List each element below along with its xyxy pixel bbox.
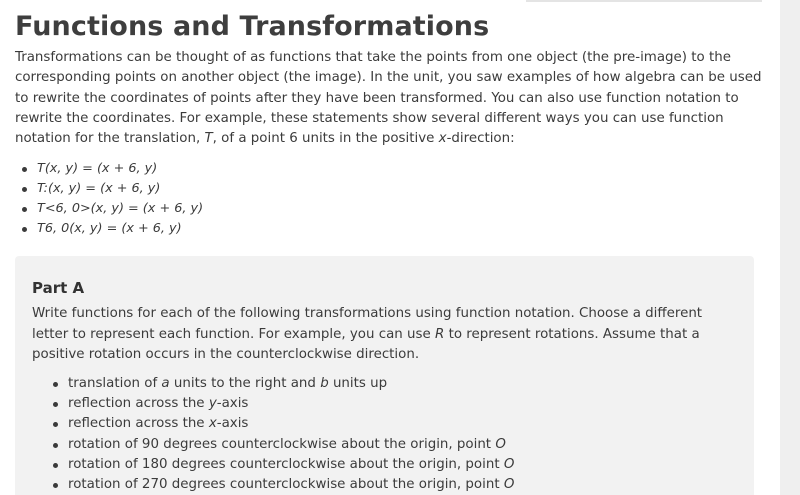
notation-item: T(x, y) = (x + 6, y) — [37, 159, 765, 179]
task-var: O — [503, 477, 515, 493]
task-text: translation of — [68, 376, 162, 391]
task-var: b — [320, 376, 329, 391]
part-a-var-r: R — [435, 326, 445, 342]
task-item-reflection-x — [68, 414, 514, 434]
intro-var-x: x — [438, 131, 447, 147]
intro-var-t: T — [204, 131, 213, 147]
part-a-text-1: Write functions for each of the following transformations using function notation. Choose a different letter to represent each function. For example, you can use — [32, 306, 703, 342]
task-text: rotation of 180 degrees counterclockwise about the origin, point — [68, 456, 504, 472]
task-text: units up — [328, 376, 388, 391]
page-title: Functions and Transformations — [15, 11, 490, 42]
task-item-rotation-90 — [68, 435, 514, 455]
task-text: -axis — [216, 416, 249, 432]
part-a-panel — [15, 256, 754, 495]
task-text: reflection across the — [68, 416, 209, 432]
task-item-rotation-270 — [68, 475, 514, 495]
notation-item: T<6, 0>(x, y) = (x + 6, y) — [37, 199, 765, 219]
task-text: -axis — [216, 396, 249, 412]
part-a-text-2: to represent rotations. Assume that a positive rotation occurs in the counterclockwise direction. — [32, 326, 700, 362]
task-item-reflection-y — [68, 394, 514, 414]
part-a-instructions — [32, 304, 742, 366]
task-item-translation — [68, 374, 514, 394]
right-scrollbar-rail[interactable] — [780, 0, 800, 495]
task-text: reflection across the — [68, 396, 209, 412]
intro-text-3: -direction: — [446, 131, 515, 147]
notation-list — [15, 159, 765, 239]
main-content — [15, 0, 765, 239]
intro-text-2: , of a point 6 units in the positive — [212, 131, 439, 147]
task-text: rotation of 90 degrees counterclockwise about the origin, point — [68, 436, 496, 452]
task-var: O — [495, 436, 506, 452]
task-text: units to the right and — [169, 376, 321, 391]
intro-text-1: Transformations can be thought of as functions that take the points from one object (the pre-image) to the corresponding points on another object (the image). In the unit, you saw examples of how algebra can be used to rewrite the coordinates of points after they have been transformed. You can also use function notation to rewrite the coordinates. For example, these statements show several different ways you can use function notation for the translation, — [15, 50, 762, 147]
task-text: rotation of 270 degrees counterclockwise about the origin, point — [68, 477, 504, 493]
task-var: O — [503, 456, 515, 472]
notation-item: T:(x, y) = (x + 6, y) — [37, 179, 765, 199]
intro-paragraph — [15, 48, 765, 149]
task-var: x — [208, 416, 217, 432]
notation-item: T6, 0(x, y) = (x + 6, y) — [37, 219, 765, 239]
part-a-title: Part A — [32, 279, 85, 297]
task-item-rotation-180 — [68, 455, 514, 475]
transformation-task-list — [32, 374, 514, 495]
task-var: y — [208, 396, 217, 412]
task-var: a — [161, 376, 170, 391]
